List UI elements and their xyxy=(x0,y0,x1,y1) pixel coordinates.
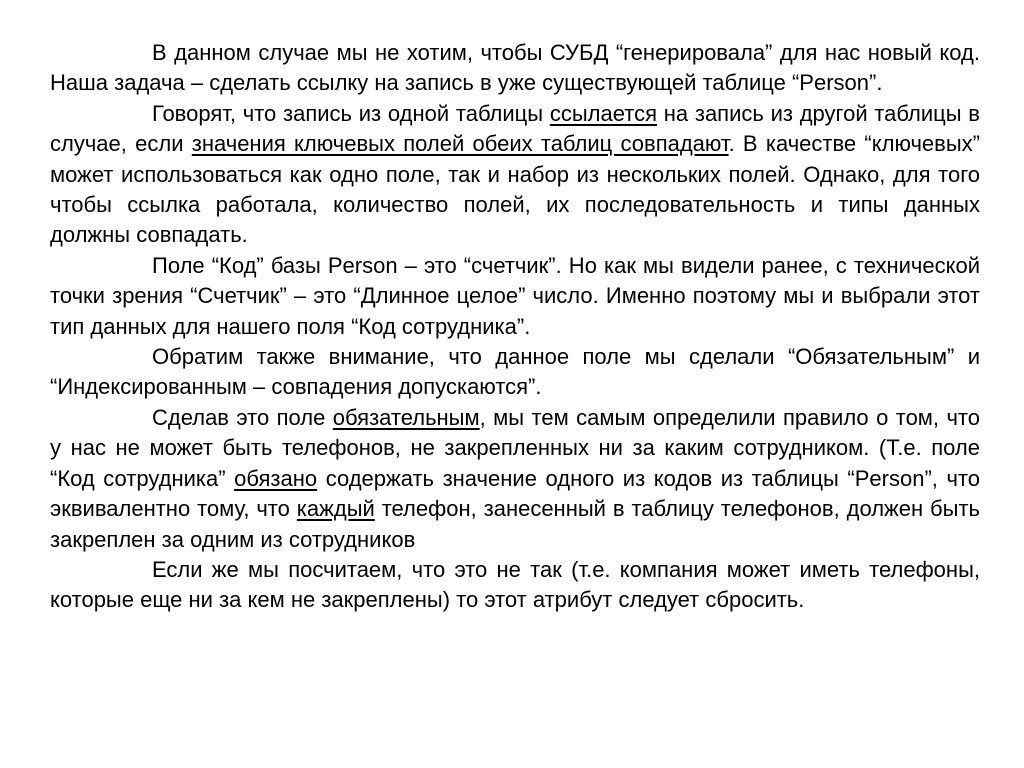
body-text xyxy=(50,38,980,616)
text-segment: , мы тем самым определили правило о том, что у нас не может быть телефонов, не закрепленных ни за каким сотрудником. (Т.е. поле “Код сотрудника” xyxy=(50,404,980,491)
paragraph-2 xyxy=(50,99,980,251)
text-segment: телефон, занесенный в таблицу телефонов, должен быть закреплен за одним из сотрудников xyxy=(50,496,980,552)
text-segment: Сделав это поле xyxy=(152,404,333,430)
paragraph-1 xyxy=(50,38,980,99)
underlined-term: ссылается xyxy=(549,100,657,126)
text-segment: . В качестве “ключевых” может использоваться как одно поле, так и набор из нескольких полей. Однако, для того чтобы ссылка работала, количество полей, их последовательность и типы данных должны совпадать. xyxy=(50,131,980,248)
text-segment: на запись из другой таблицы в случае, если xyxy=(50,100,980,157)
underlined-term: обязано xyxy=(234,465,318,491)
text-segment: Говорят, что запись из одной таблицы xyxy=(152,100,550,126)
paragraph-3 xyxy=(50,251,980,342)
underlined-term: значения ключевых полей обеих таблиц совпадают xyxy=(191,131,729,157)
paragraph-6 xyxy=(50,555,980,616)
underlined-term: каждый xyxy=(296,496,375,522)
text-segment: В данном случае мы не хотим, чтобы СУБД “генерировала” для нас новый код. Наша задача – сделать ссылку на запись в уже существующей таблице “Person”. xyxy=(50,40,980,96)
text-segment: Обратим также внимание, что данное поле мы сделали “Обязательным” и “Индексированным – совпадения допускаются”. xyxy=(50,344,980,400)
text-segment: содержать значение одного из кодов из таблицы “Person”, что эквивалентно тому, что xyxy=(50,465,980,522)
text-segment: Если же мы посчитаем, что это не так (т.е. компания может иметь телефоны, которые еще ни за кем не закреплены) то этот атрибут следует сбросить. xyxy=(50,556,980,613)
paragraph-5 xyxy=(50,403,980,555)
text-segment: Поле “Код” базы Person – это “счетчик”. Но как мы видели ранее, с технической точки зрения “Счетчик” – это “Длинное целое” число. Именно поэтому мы и выбрали этот тип данных для нашего поля “Код сотрудника”. xyxy=(50,252,980,339)
underlined-term: обязательным xyxy=(332,404,480,430)
paragraph-4 xyxy=(50,342,980,403)
